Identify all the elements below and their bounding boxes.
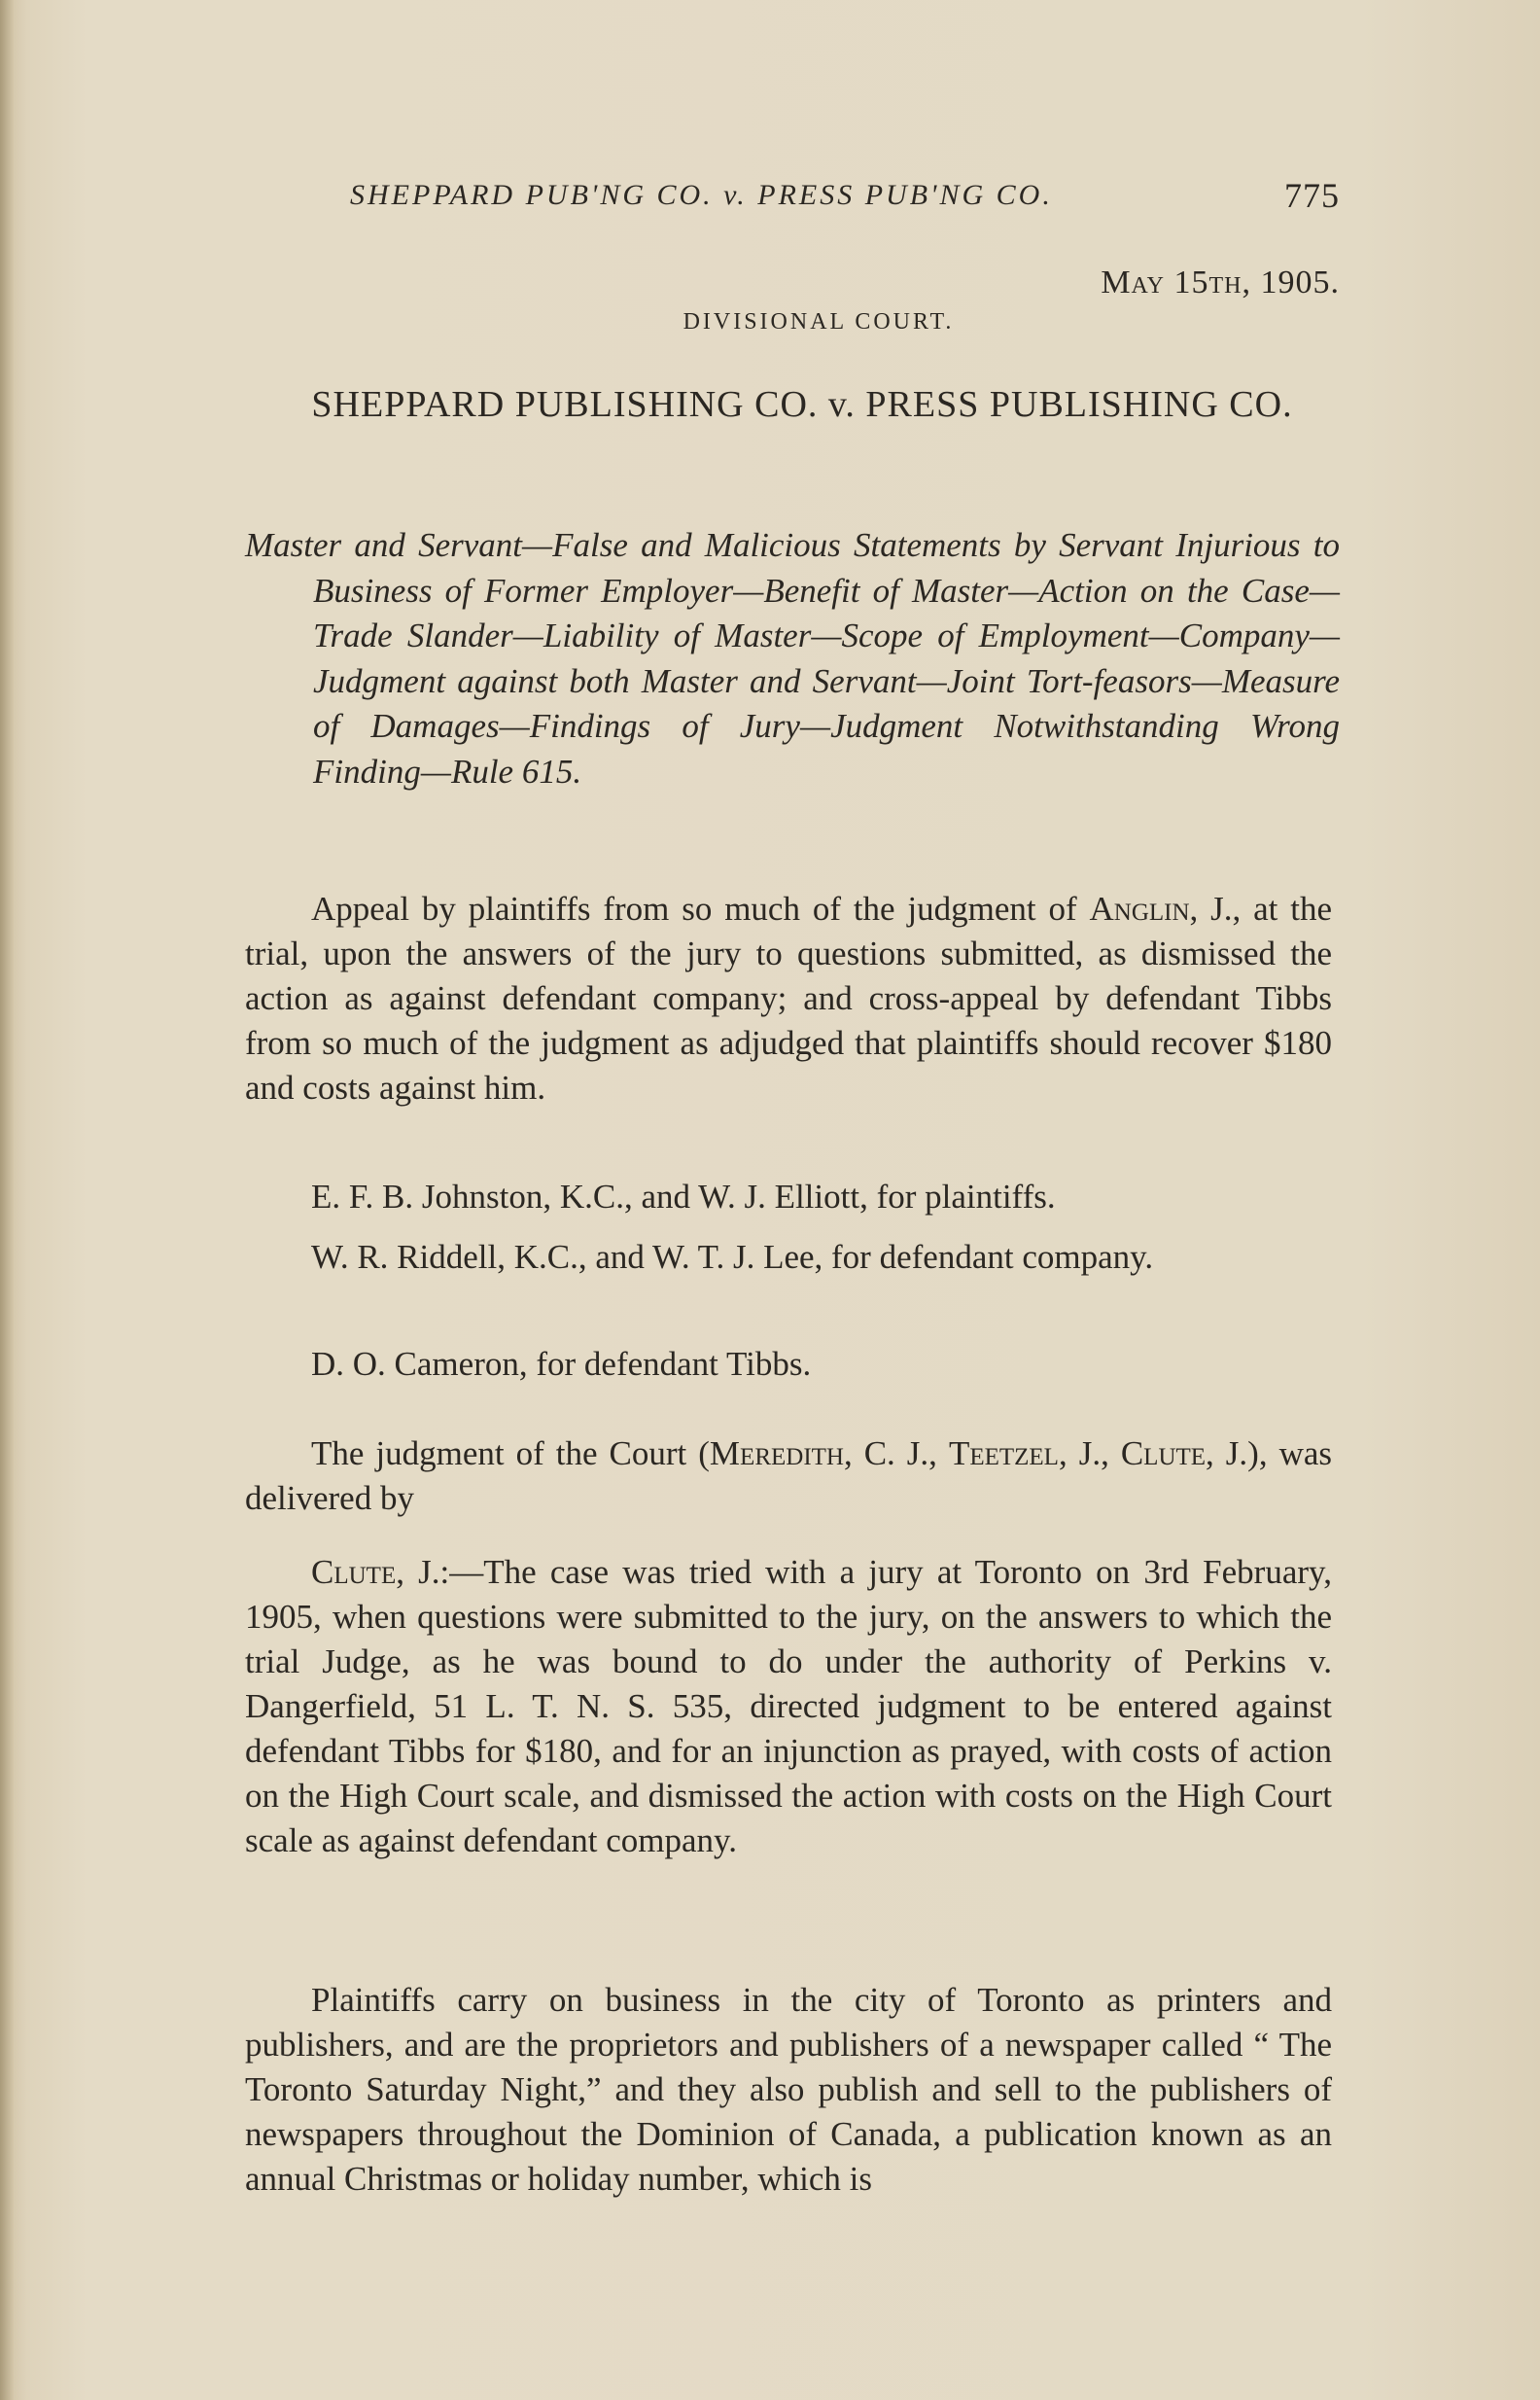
appeal-paragraph (245, 887, 1332, 1111)
judge-clute: Clute (1120, 1434, 1207, 1472)
running-head-title: SHEPPARD PUB'NG CO. v. PRESS PUB'NG CO. (350, 179, 1053, 211)
counsel-company-text: W. R. Riddell, K.C., and W. T. J. Lee, for defendant company. (311, 1238, 1154, 1276)
judgment-intro-start: The judgment of the Court ( (311, 1434, 710, 1472)
appeal-text-start: Appeal by plaintiffs from so much of the judgment of (311, 890, 1090, 928)
plaintiffs-business-text: Plaintiffs carry on business in the city of Toronto as printers and publishers, and are the proprietors and publishers of a newspaper called “ The Toronto Saturday Night,” and they also publish and sell to the publishers of newspapers throughout the Dominion of Canada, a publication known as an annual Christmas or holiday number, which is (245, 1981, 1332, 2198)
counsel-plaintiffs-text: E. F. B. Johnston, K.C., and W. J. Elliott, for plaintiffs. (311, 1178, 1056, 1216)
case-title: SHEPPARD PUBLISHING CO. v. PRESS PUBLISHING CO. (311, 384, 1293, 425)
judgment-intro-sep1: , C. J., (843, 1434, 949, 1472)
judge-meredith: Meredith (709, 1434, 844, 1472)
running-head (350, 176, 1340, 215)
headnote (245, 523, 1340, 794)
counsel-tibbs-text: D. O. Cameron, for defendant Tibbs. (311, 1345, 812, 1383)
opinion-text: , J.:—The case was tried with a jury at Toronto on 3rd February, 1905, when questions were submitted to the jury, on the answers to which the trial Judge, as he was bound to do under the authority of Perkins v. Dangerfield, 51 L. T. N. S. 535, directed judgment to be entered against defendant Tibbs for $180, and for an injunction as prayed, with costs of action on the High Court scale, and dismissed the action with costs on the High Court scale as against defendant company. (245, 1553, 1332, 1859)
judge-teetzel: Teetzel (948, 1434, 1059, 1472)
clute-opinion-paragraph (245, 1550, 1332, 1863)
counsel-plaintiffs (245, 1175, 1332, 1219)
trial-judge-name: Anglin (1089, 890, 1190, 928)
page-number: 775 (1284, 176, 1340, 215)
opinion-judge-name: Clute (311, 1553, 397, 1591)
judgment-intro (245, 1431, 1332, 1521)
plaintiffs-business-paragraph (245, 1978, 1332, 2202)
page-gutter (0, 0, 14, 2400)
decision-date: May 15th, 1905. (1101, 265, 1340, 300)
judgment-intro-end: , J.), was delivered by (245, 1434, 1333, 1517)
counsel-company (245, 1235, 1332, 1280)
judgment-intro-sep2: , J., (1058, 1434, 1121, 1472)
court-name: DIVISIONAL COURT. (682, 309, 955, 335)
appeal-text-end: , J., at the trial, upon the answers of the jury to questions submitted, as dismissed the action as against defendant company; and cross-appeal by defendant Tibbs from so much of the judgment as adjudged that plaintiffs should recover $180 and costs against him. (245, 890, 1332, 1107)
counsel-tibbs (245, 1342, 1332, 1387)
headnote-text: Master and Servant—False and Malicious Statements by Servant Injurious to Business of Former Employer—Benefit of Master—Action on the Case—Trade Slander—Liability of Master—Scope of Employment—Company—Judgment against both Master and Servant—Joint Tort-feasors—Measure of Damages—Findings of Jury—Judgment Notwithstanding Wrong Finding—Rule 615. (245, 526, 1340, 791)
